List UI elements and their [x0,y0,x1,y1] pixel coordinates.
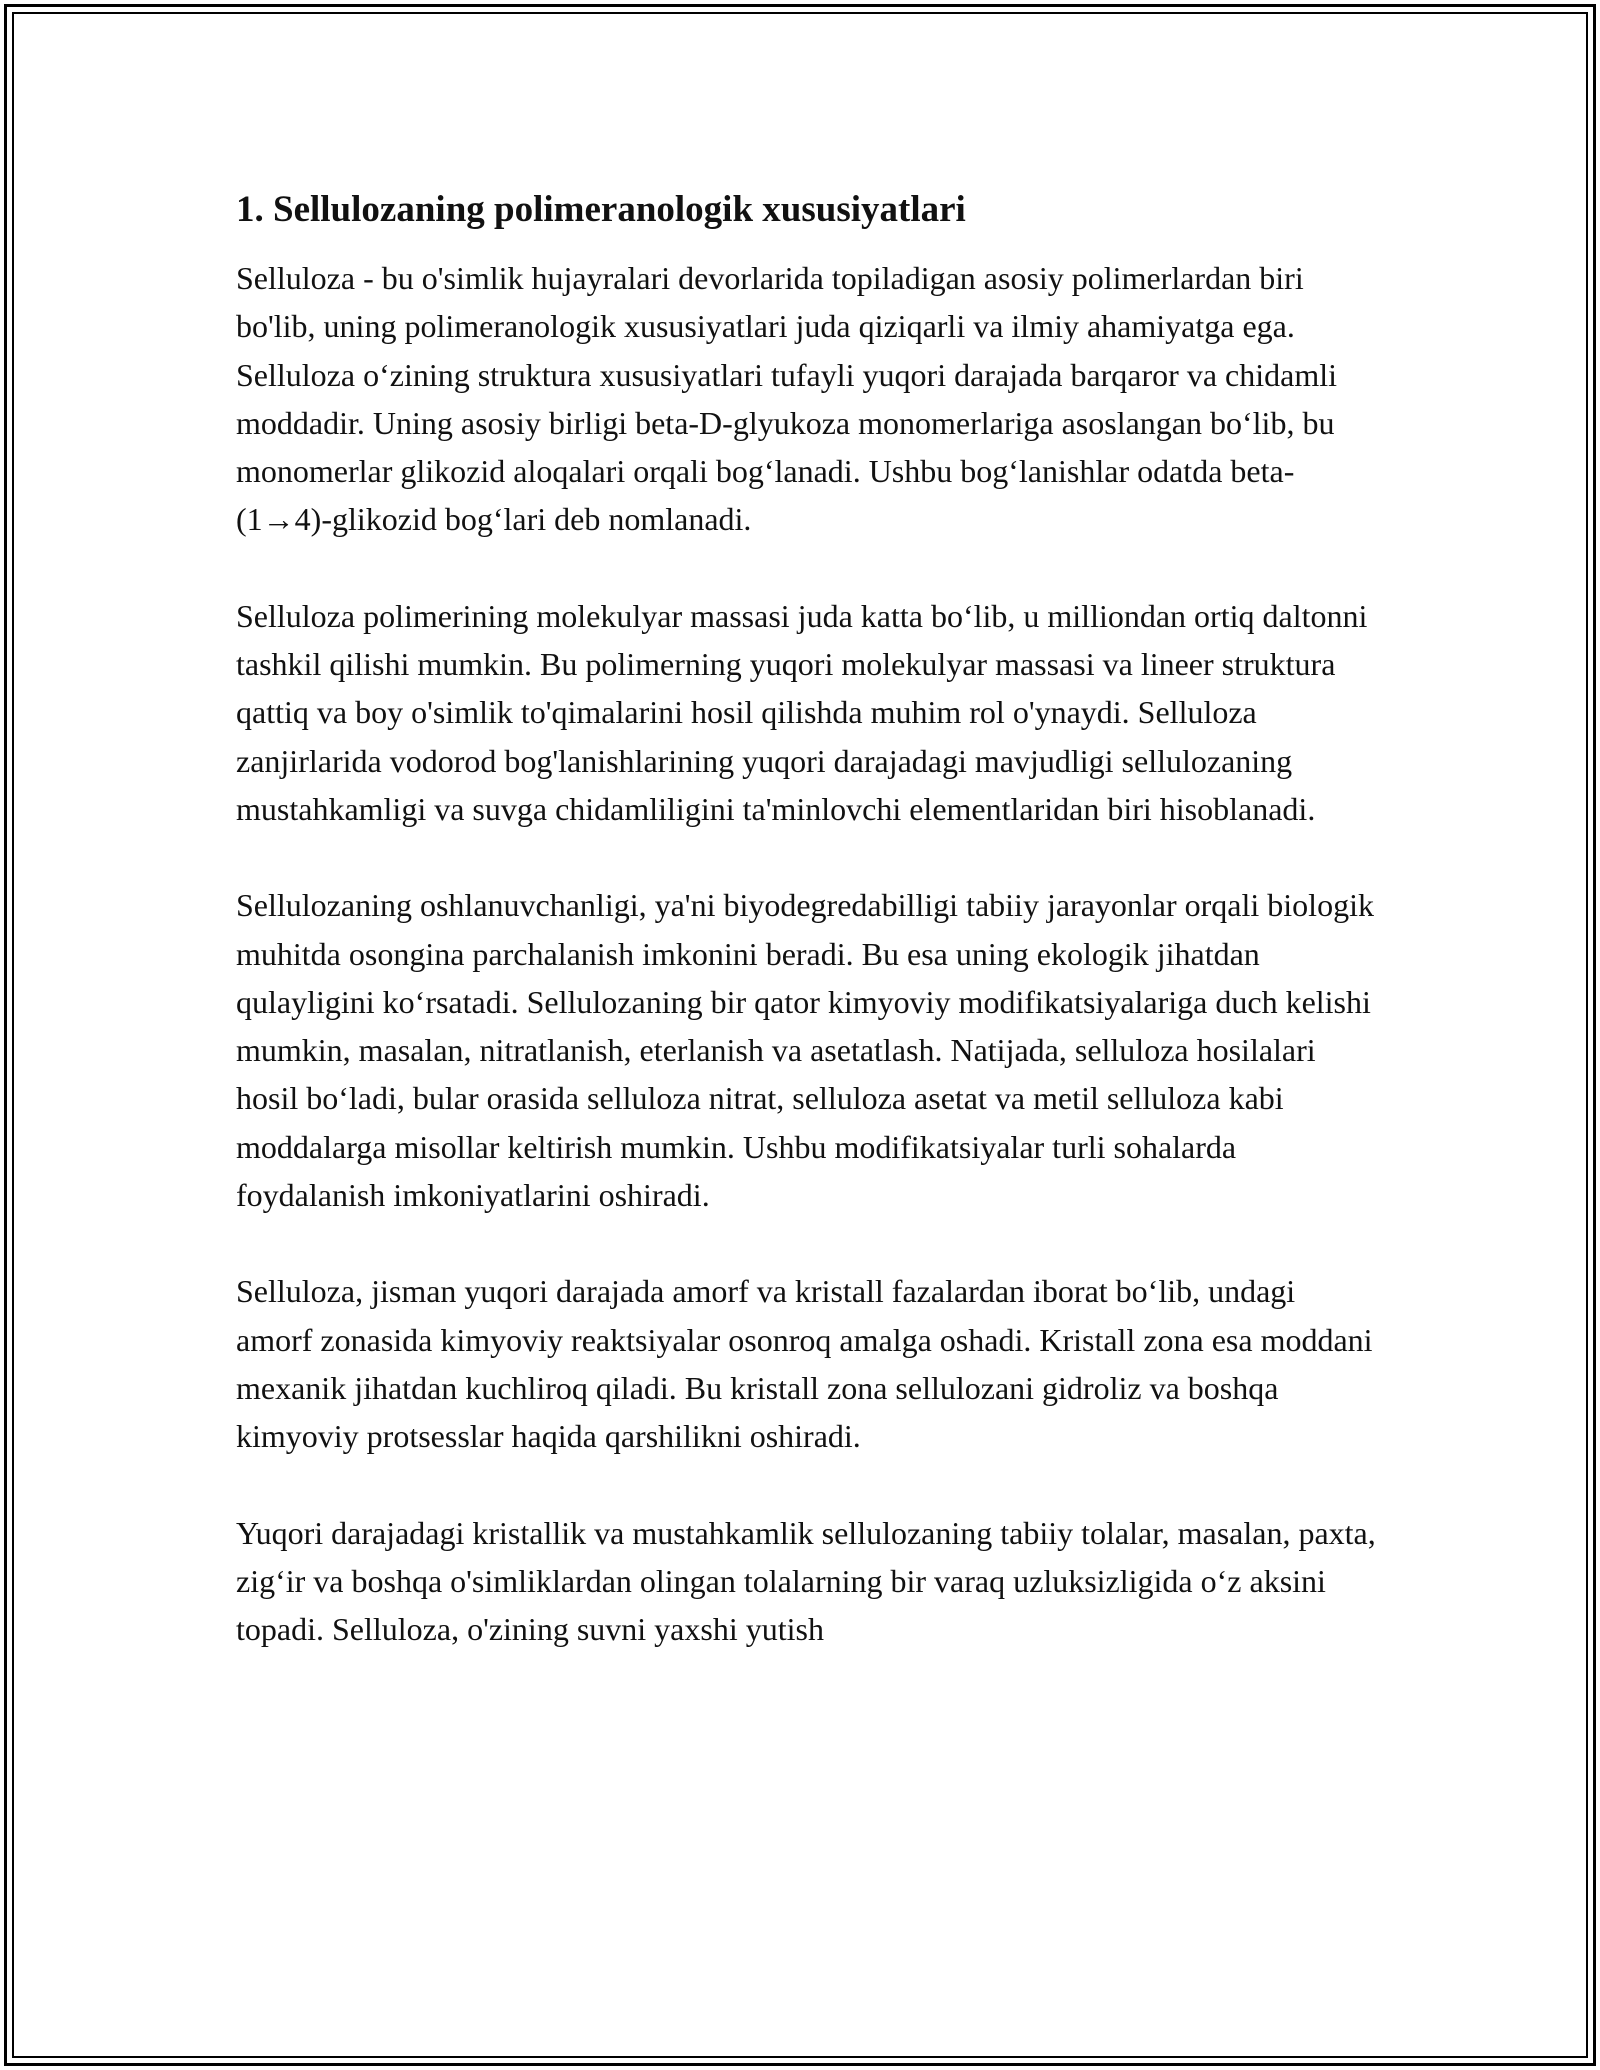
paragraph-4: Selluloza, jisman yuqori darajada amorf va kristall fazalardan iborat boʻlib, undagi amorf zonasida kimyoviy reaktsiyalar osonroq amalga oshadi. Kristall zona esa moddani mexanik jihatdan kuchliroq qiladi. Bu kristall zona sellulozani gidroliz va boshqa kimyoviy protsesslar haqida qarshilikni oshiradi. [236,1273,1373,1455]
paragraph-1: Selluloza - bu o'simlik hujayralari devorlarida topiladigan asosiy polimerlardan biri bo'lib, uning polimeranologik xususiyatlari juda qiziqarli va ilmiy ahamiyatga ega. Selluloza oʻzining struktura xususiyatlari tufayli yuqori darajada barqaror va chidamli moddadir. Uning asosiy birligi beta-D-glyukoza monomerlariga asoslangan boʻlib, bu monomerlar glikozid aloqalari orqali bogʻlanadi. Ushbu bogʻlanishlar odatda beta-(1→4)-glikozid bogʻlari deb nomlanadi. [236,260,1337,538]
paragraph-5: Yuqori darajadagi kristallik va mustahkamlik sellulozaning tabiiy tolalar, masalan, paxta, zigʻir va boshqa o'simliklardan olingan tolalarning bir varaq uzluksizligida oʻz aksini topadi. Selluloza, o'zining suvni yaxshi yutish [236,1514,1376,1648]
document-body [236,186,1376,1701]
paragraph-2: Selluloza polimerining molekulyar massasi juda katta boʻlib, u milliondan ortiq daltonni tashkil qilishi mumkin. Bu polimerning yuqori molekulyar massasi va lineer struktura qattiq va boy o'simlik to'qimalarini hosil qilishda muhim rol o'ynaydi. Selluloza zanjirlarida vodorod bog'lanishlarining yuqori darajadagi mavjudligi sellulozaning mustahkamligi va suvga chidamliligini ta'minlovchi elementlaridan biri hisoblanadi. [236,597,1368,827]
section-heading: 1. Sellulozaning polimeranologik xususiyatlari [236,189,966,230]
paragraph-3: Sellulozaning oshlanuvchanligi, ya'ni biyodegredabilligi tabiiy jarayonlar orqali biologik muhitda osongina parchalanish imkonini beradi. Bu esa uning ekologik jihatdan qulayligini koʻrsatadi. Sellulozaning bir qator kimyoviy modifikatsiyalariga duch kelishi mumkin, masalan, nitratlanish, eterlanish va asetatlash. Natijada, selluloza hosilalari hosil boʻladi, bular orasida selluloza nitrat, selluloza asetat va metil selluloza kabi moddalarga misollar keltirish mumkin. Ushbu modifikatsiyalar turli sohalarda foydalanish imkoniyatlarini oshiradi. [236,887,1374,1214]
